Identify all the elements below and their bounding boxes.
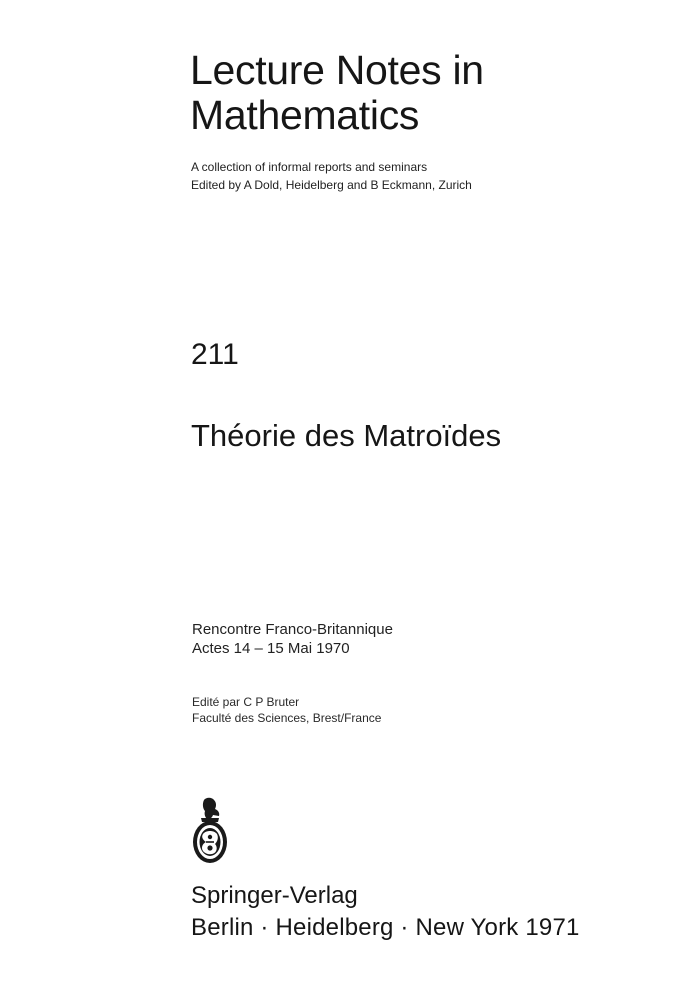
series-title-line-2: Mathematics — [190, 92, 420, 138]
editor-affiliation: Faculté des Sciences, Brest/France — [192, 711, 382, 725]
book-title: Théorie des Matroïdes — [191, 418, 502, 453]
series-title-line-1: Lecture Notes in — [190, 47, 484, 93]
series-editors: Edited by A Dold, Heidelberg and B Eckmann, Zurich — [191, 178, 472, 192]
editor-name: Edité par C P Bruter — [192, 695, 300, 709]
publisher-info — [191, 880, 580, 944]
series-subtitle: A collection of informal reports and seminars — [191, 160, 428, 174]
springer-knight-emblem-icon — [188, 796, 232, 864]
volume-number: 211 — [191, 338, 239, 371]
series-description — [191, 158, 472, 194]
meeting-name: Rencontre Franco-Britannique — [192, 621, 393, 638]
meeting-info — [192, 620, 393, 658]
series-title — [190, 48, 610, 138]
volume-editor — [192, 694, 381, 726]
meeting-dates: Actes 14 – 15 Mai 1970 — [192, 640, 350, 657]
publisher-name: Springer-Verlag — [191, 882, 358, 909]
publisher-cities-year: Berlin · Heidelberg · New York 1971 — [191, 914, 580, 941]
